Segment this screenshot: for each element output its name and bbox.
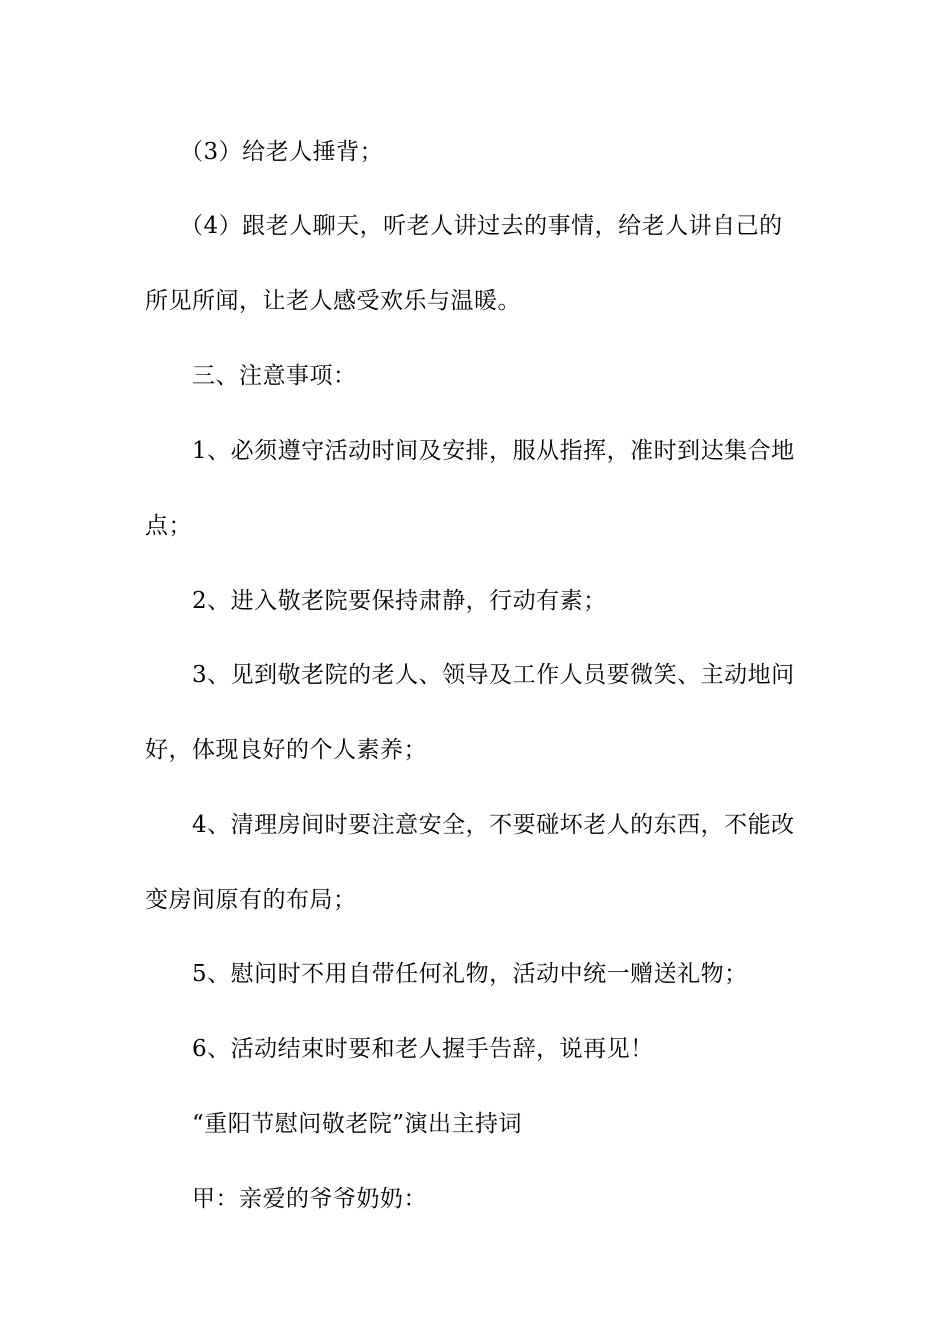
paragraph-line: 2、进入敬老院要保持肃静，行动有素； xyxy=(192,588,607,614)
paragraph-line: 甲：亲爱的爷爷奶奶： xyxy=(192,1186,427,1212)
paragraph-line: 4、清理房间时要注意安全，不要碰坏老人的东西，不能改 xyxy=(192,812,795,838)
paragraph-line: 所见所闻，让老人感受欢乐与温暖。 xyxy=(145,288,521,314)
paragraph-line: 好，体现良好的个人素养； xyxy=(145,737,427,763)
section-heading: 三、注意事项： xyxy=(192,363,357,389)
paragraph-line: （4）跟老人聊天，听老人讲过去的事情，给老人讲自己的 xyxy=(180,213,783,239)
paragraph-line: 1、必须遵守活动时间及安排，服从指挥，准时到达集合地 xyxy=(192,438,795,464)
paragraph-line: （3）给老人捶背； xyxy=(180,139,384,165)
paragraph-line: 5、慰问时不用自带任何礼物，活动中统一赠送礼物； xyxy=(192,961,748,987)
paragraph-line: 点； xyxy=(145,513,192,539)
paragraph-line: 变房间原有的布局； xyxy=(145,887,357,913)
paragraph-line: 6、活动结束时要和老人握手告辞，说再见！ xyxy=(192,1036,654,1062)
document-subtitle: “重阳节慰问敬老院”演出主持词 xyxy=(192,1111,523,1137)
paragraph-line: 3、见到敬老院的老人、领导及工作人员要微笑、主动地问 xyxy=(192,662,795,688)
